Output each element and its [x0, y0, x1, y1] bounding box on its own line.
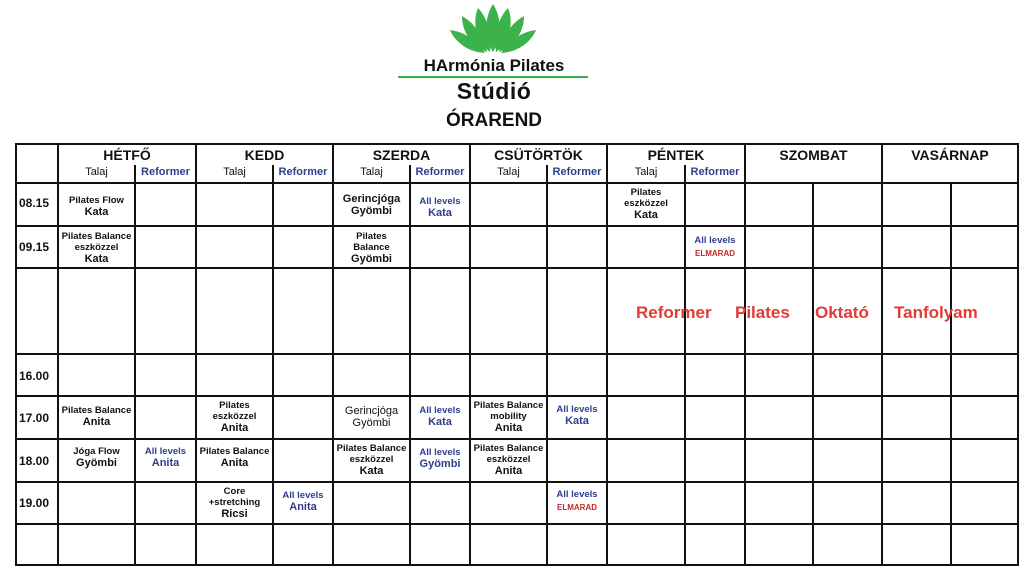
class-cell: Pilates Balance eszközzel Kata: [336, 443, 407, 477]
banner-word: Pilates: [735, 303, 790, 322]
class-cell: Pilates eszközzel Kata: [624, 187, 668, 221]
grid-line: [409, 165, 411, 566]
day-header-thursday: CSÜTÖRTÖK: [494, 147, 583, 163]
col-talaj: Talaj: [85, 166, 108, 178]
col-reformer: Reformer: [690, 166, 740, 178]
grid-line: [812, 182, 814, 566]
class-cell: Gerincjóga Gyömbi: [342, 193, 401, 217]
class-cell: Pilates Balance mobility Anita: [473, 400, 544, 434]
class-cell: Pilates Balance eszközzel Anita: [473, 443, 544, 477]
grid-line: [15, 225, 1019, 227]
col-reformer: Reformer: [552, 166, 602, 178]
class-cell: All levels ELMARAD: [556, 489, 598, 512]
grid-line: [15, 144, 17, 566]
day-header-monday: HÉTFŐ: [103, 147, 151, 163]
brand-subtitle: Stúdió: [456, 78, 532, 104]
time-label: 18.00: [19, 454, 50, 468]
grid-line: [469, 144, 471, 566]
class-cell: Pilates eszközzel Anita: [212, 400, 257, 434]
grid-line: [15, 353, 1019, 355]
day-header-sunday: VASÁRNAP: [911, 147, 989, 163]
grid-line: [744, 144, 746, 566]
class-cell: Jóga Flow Gyömbi: [73, 446, 120, 469]
col-reformer: Reformer: [141, 166, 190, 178]
time-label: 09.15: [19, 240, 50, 254]
grid-line: [1017, 144, 1019, 566]
col-reformer: Reformer: [278, 166, 328, 178]
banner-word: Reformer: [636, 303, 712, 322]
class-cell: Pilates Balance Gyömbi: [351, 231, 392, 265]
grid-line: [15, 564, 1019, 566]
time-label: 19.00: [19, 496, 50, 510]
class-cell: All levels Kata: [419, 196, 461, 219]
grid-line: [881, 144, 883, 566]
col-talaj: Talaj: [223, 166, 246, 178]
banner-word: Tanfolyam: [894, 303, 978, 322]
grid-line: [15, 267, 1019, 269]
grid-line: [15, 481, 1019, 483]
col-talaj: Talaj: [360, 166, 383, 178]
class-cell: All levels Gyömbi: [419, 447, 461, 470]
day-header-tuesday: KEDD: [244, 147, 285, 163]
day-header-wednesday: SZERDA: [372, 147, 431, 163]
page-title: ÓRAREND: [445, 110, 543, 131]
class-cell: All levels ELMARAD: [694, 235, 736, 258]
grid-line: [15, 182, 1019, 184]
class-cell: Core +stretching Ricsi: [208, 486, 261, 520]
grid-line: [950, 182, 952, 566]
class-cell: All levels Anita: [282, 490, 324, 513]
col-reformer: Reformer: [415, 166, 465, 178]
class-cell: Pilates Flow Kata: [69, 195, 124, 218]
grid-line: [134, 165, 136, 566]
banner-word: Oktató: [815, 303, 869, 322]
class-cell: All levels Kata: [556, 404, 598, 427]
class-cell: All levels Kata: [419, 405, 461, 428]
time-label: 17.00: [19, 411, 50, 425]
day-header-saturday: SZOMBAT: [779, 147, 848, 163]
grid-line: [15, 143, 1019, 145]
class-cell: Pilates Balance Anita: [61, 405, 132, 428]
grid-line: [15, 523, 1019, 525]
brand-name: HArmónia Pilates: [423, 56, 565, 75]
time-label: 08.15: [19, 196, 50, 210]
grid-line: [15, 395, 1019, 397]
time-label: 16.00: [19, 369, 50, 383]
class-cell: All levels Anita: [144, 446, 187, 469]
col-talaj: Talaj: [634, 166, 658, 178]
col-talaj: Talaj: [497, 166, 520, 178]
class-cell: Pilates Balance eszközzel Kata: [61, 231, 132, 265]
grid-line: [684, 165, 686, 566]
grid-line: [15, 438, 1019, 440]
class-cell: Gerincjóga Gyömbi: [344, 405, 399, 429]
class-cell: Pilates Balance Anita: [199, 446, 270, 469]
day-header-friday: PÉNTEK: [647, 147, 705, 163]
